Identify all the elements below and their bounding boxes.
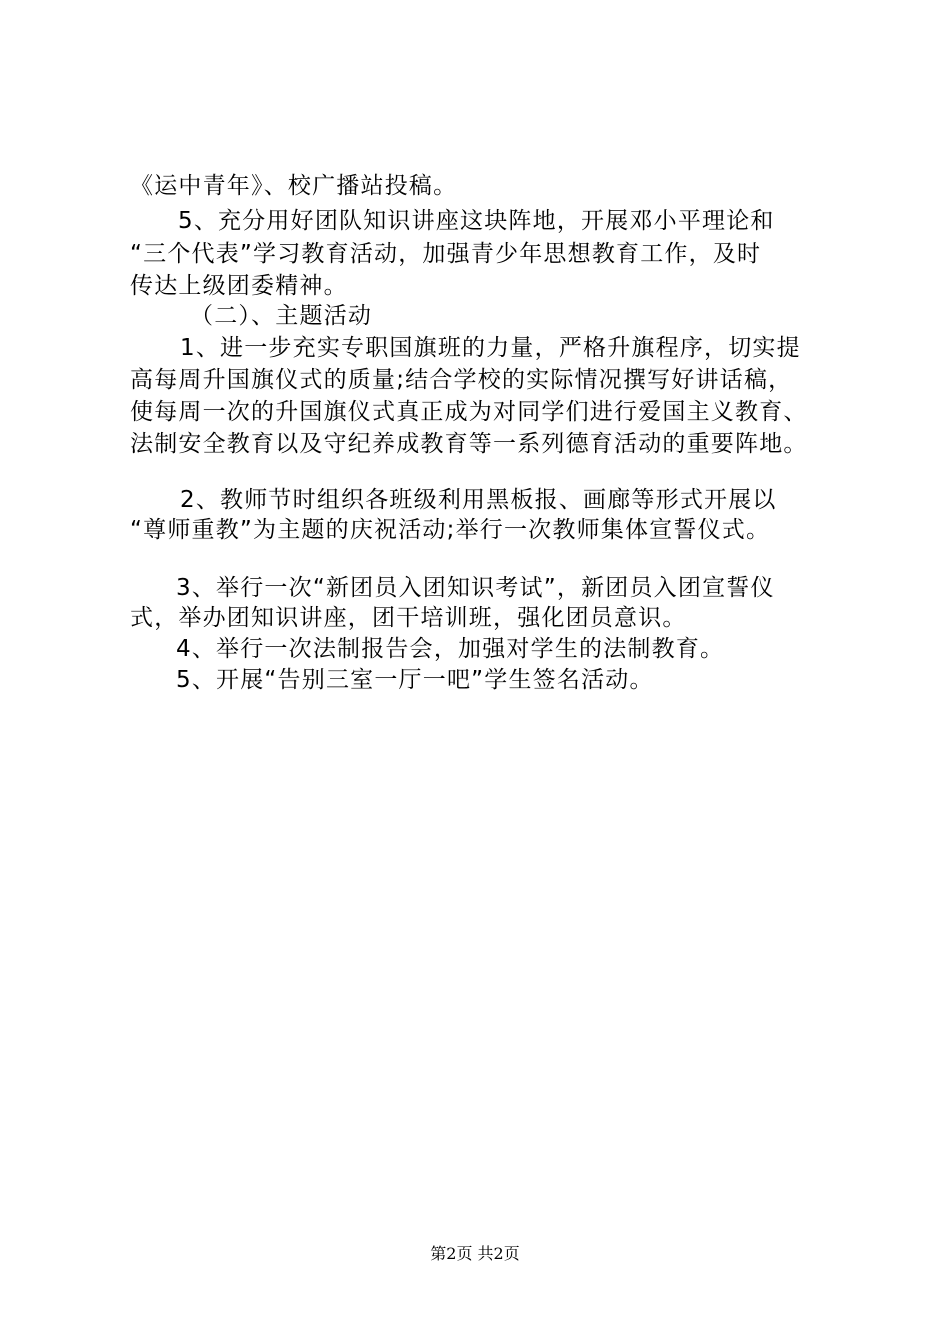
paragraph-line: 1、进一步充实专职国旗班的力量，严格升旗程序，切实提 (180, 335, 801, 361)
paragraph-line: 5、开展“告别三室一厅一吧”学生签名活动。 (176, 667, 654, 693)
paragraph-line: 高每周升国旗仪式的质量;结合学校的实际情况撰写好讲话稿， (130, 367, 793, 393)
page-number-footer: 第2页 共2页 (430, 1244, 520, 1263)
paragraph-line: 法制安全教育以及守纪养成教育等一系列德育活动的重要阵地。 (130, 431, 808, 457)
paragraph-line: 使每周一次的升国旗仪式真正成为对同学们进行爱国主义教育、 (130, 399, 808, 425)
paragraph-line: 5、充分用好团队知识讲座这块阵地，开展邓小平理论和 (178, 208, 775, 234)
paragraph-line: 4、举行一次法制报告会，加强对学生的法制教育。 (176, 636, 725, 662)
paragraph-line: “尊师重教”为主题的庆祝活动;举行一次教师集体宣誓仪式。 (130, 517, 771, 543)
paragraph-line: 传达上级团委精神。 (130, 273, 348, 299)
paragraph-line: 式，举办团知识讲座，团干培训班，强化团员意识。 (130, 605, 687, 631)
paragraph-line: “三个代表”学习教育活动，加强青少年思想教育工作，及时 (130, 241, 762, 267)
paragraph-line: 3、举行一次“新团员入团知识考试”，新团员入团宣誓仪 (176, 575, 775, 601)
section-heading: （二）、主题活动 (190, 303, 373, 329)
paragraph-line: 《运中青年》、校广播站投稿。 (130, 173, 458, 199)
paragraph-line: 2、教师节时组织各班级利用黑板报、画廊等形式开展以 (180, 487, 777, 513)
